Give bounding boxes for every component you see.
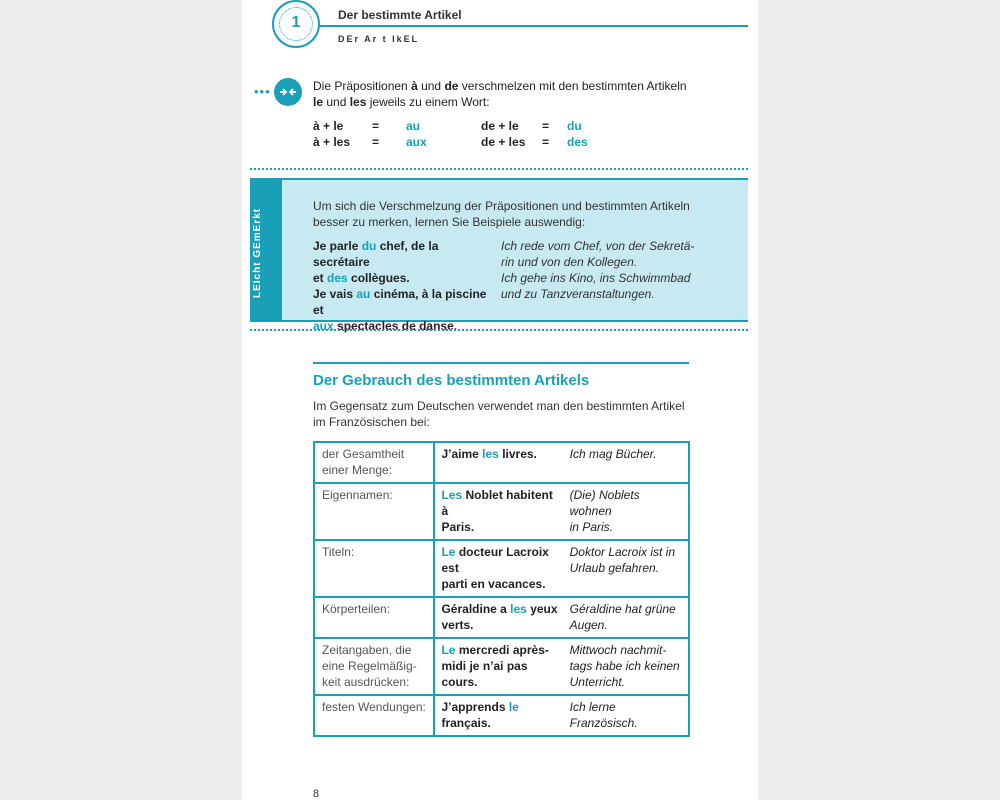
contraction-result-2: du xyxy=(567,119,582,133)
french-example: Le mercredi après- midi je n’ai pas cours. xyxy=(434,638,565,695)
usage-category: Eigennamen: xyxy=(314,483,434,540)
dots-icon: ••• xyxy=(254,84,271,99)
section-intro: Im Gegensatz zum Deutschen verwendet man den bestimmten Artikel im Französischen bei: xyxy=(313,399,685,429)
contraction-eq-0: = xyxy=(372,119,380,133)
french-example: Les Noblet habitent à Paris. xyxy=(434,483,565,540)
section-heading: Der Gebrauch des bestimmten Artikels xyxy=(313,372,590,389)
page-number: 8 xyxy=(313,788,320,800)
contraction-result-3: des xyxy=(567,135,588,149)
table-row xyxy=(314,695,689,736)
german-translation: Mittwoch nachmit- tags habe ich keinen Unterricht. xyxy=(566,638,689,695)
table-row xyxy=(314,597,689,638)
contraction-result-0: au xyxy=(406,119,421,133)
french-example: J’apprends le français. xyxy=(434,695,565,736)
contraction-result-1: aux xyxy=(406,135,427,149)
contraction-eq-2: = xyxy=(542,119,550,133)
chapter-title: Der bestimmte Artikel xyxy=(338,8,462,22)
dotted-divider-bottom xyxy=(250,329,748,331)
german-translation: Ich mag Bücher. xyxy=(566,442,689,483)
dotted-divider-top xyxy=(250,168,748,170)
contraction-left-3: de + les xyxy=(481,135,526,149)
tip-box-label: LEIcht GEmErkt xyxy=(252,207,263,298)
usage-category: Körperteilen: xyxy=(314,597,434,638)
german-translation: Géraldine hat grüne Augen. xyxy=(566,597,689,638)
tip-intro: Um sich die Verschmelzung der Präpositionen und bestimmten Artikeln besser zu merken, lernen Sie Beispiele auswendig: xyxy=(313,199,690,229)
french-example: Géraldine a les yeux verts. xyxy=(434,597,565,638)
usage-category: der Gesamtheit einer Menge: xyxy=(314,442,434,483)
contraction-left-2: de + le xyxy=(481,119,519,133)
contraction-eq-3: = xyxy=(542,135,550,149)
usage-category: festen Wendungen: xyxy=(314,695,434,736)
contraction-left-1: à + les xyxy=(313,135,351,149)
usage-category: Titeln: xyxy=(314,540,434,597)
chapter-badge xyxy=(272,0,320,48)
header-rule xyxy=(320,25,748,27)
french-example: J’aime les livres. xyxy=(434,442,565,483)
chapter-number: 1 xyxy=(279,7,313,41)
table-row xyxy=(314,442,689,483)
intro-text: Die Präpositionen à und de verschmelzen mit den bestimmten Artikeln le und les jeweils zu einem Wort: xyxy=(313,79,687,109)
tip-german-translations: Ich rede vom Chef, von der Sekretä- rin und von den Kollegen. Ich gehe ins Kino, ins Schwimmbad und zu Tanzveranstaltungen. xyxy=(501,239,695,301)
german-translation: Doktor Lacroix ist in Urlaub gefahren. xyxy=(566,540,689,597)
contraction-eq-1: = xyxy=(372,135,380,149)
chapter-subtitle: DEr Ar t IkEL xyxy=(338,34,420,44)
usage-table xyxy=(313,441,690,737)
tip-french-examples: Je parle du chef, de la secrétaire et des collègues. Je vais au cinéma, à la piscine et aux spectacles de danse. xyxy=(313,239,487,333)
contraction-left-0: à + le xyxy=(313,119,344,133)
usage-category: Zeitangaben, die eine Regelmäßig- keit ausdrücken: xyxy=(314,638,434,695)
german-translation: Ich lerne Französisch. xyxy=(566,695,689,736)
table-row xyxy=(314,638,689,695)
section-rule xyxy=(313,362,689,364)
german-translation: (Die) Noblets wohnen in Paris. xyxy=(566,483,689,540)
french-example: Le docteur Lacroix est parti en vacances. xyxy=(434,540,565,597)
table-row xyxy=(314,540,689,597)
merge-arrows-icon xyxy=(274,78,302,106)
table-row xyxy=(314,483,689,540)
